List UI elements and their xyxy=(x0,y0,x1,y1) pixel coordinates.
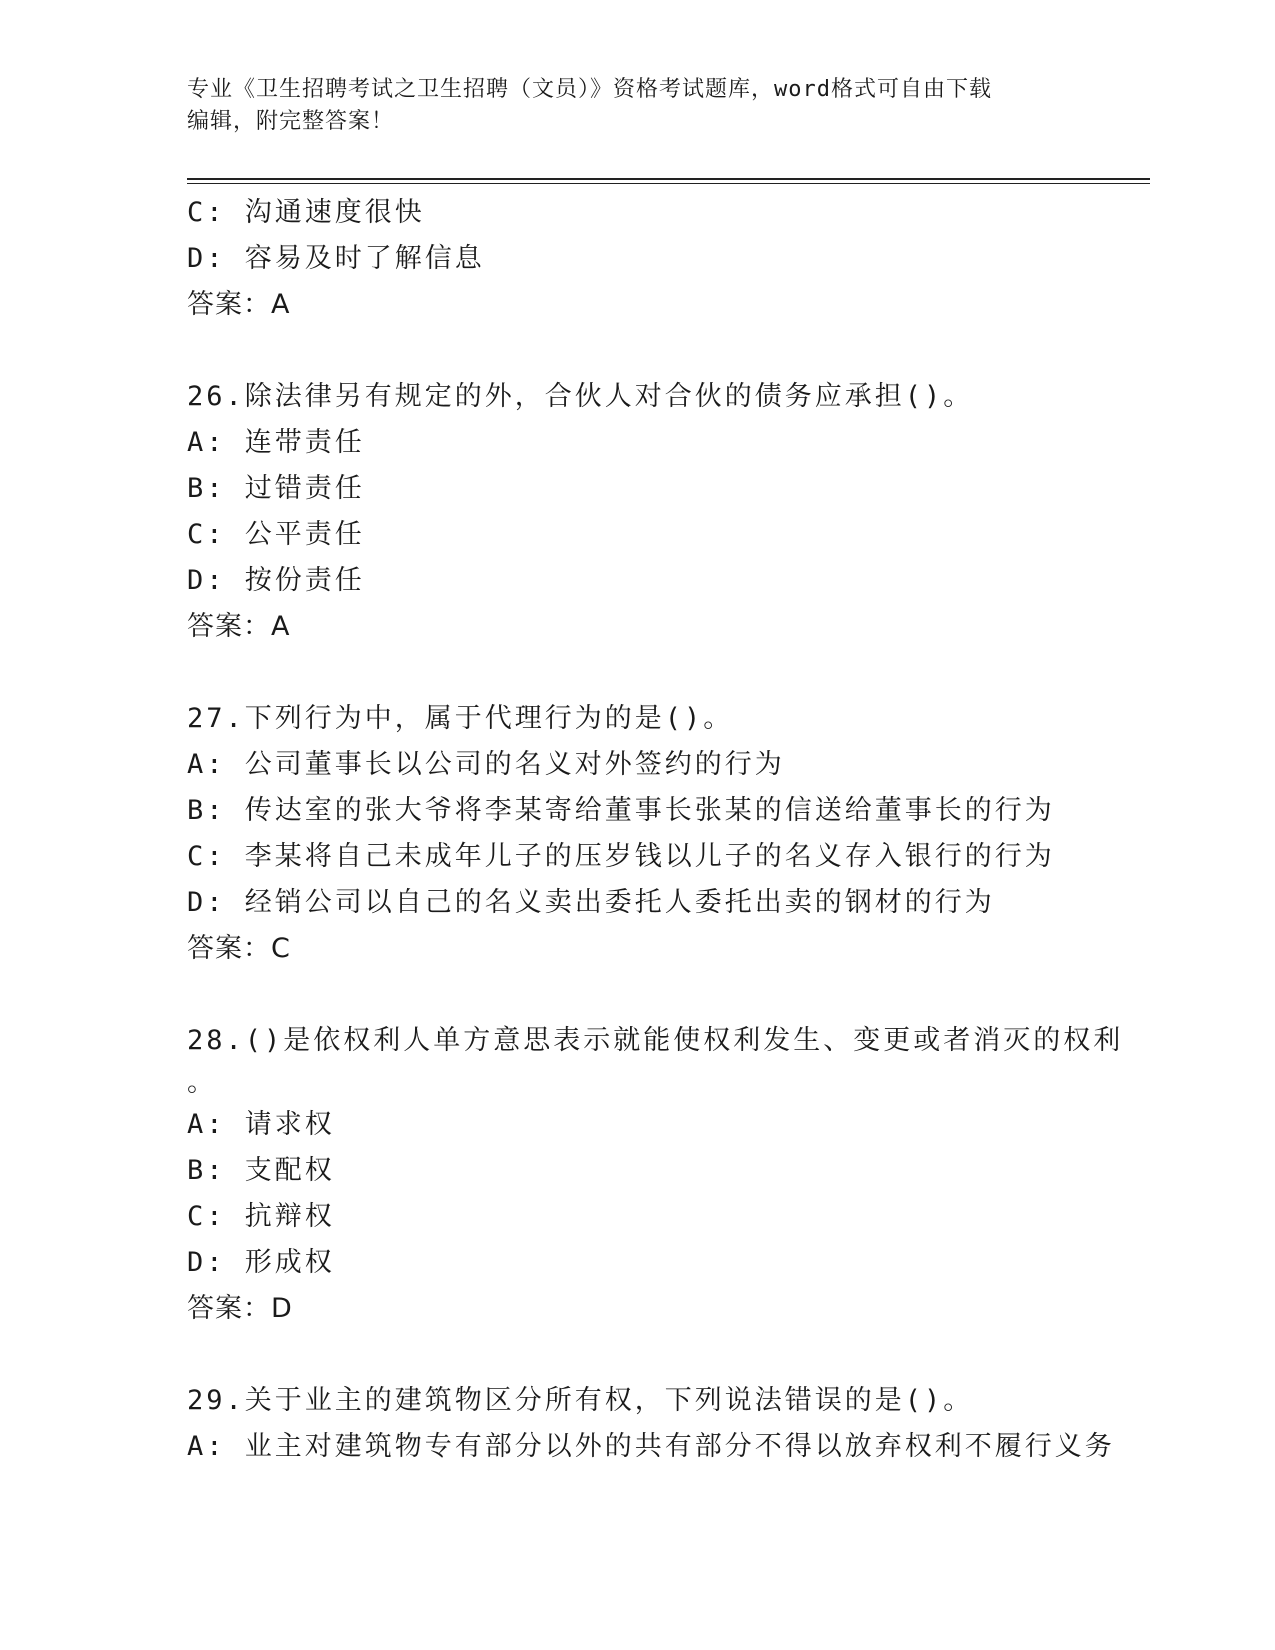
question-text: 27.下列行为中，属于代理行为的是()。 xyxy=(187,703,734,734)
spacer xyxy=(187,650,1147,696)
header-line-1: 专业《卫生招聘考试之卫生招聘（文员）》资格考试题库，word格式可自由下载 xyxy=(187,77,992,102)
answer-line: 答案：A xyxy=(187,611,291,642)
option-b: B: 传达室的张大爷将李某寄给董事长张某的信送给董事长的行为 xyxy=(187,795,1055,826)
question-26 xyxy=(187,374,1147,650)
answer-line: 答案：A xyxy=(187,289,291,320)
option-c: C: 李某将自己未成年儿子的压岁钱以儿子的名义存入银行的行为 xyxy=(187,841,1055,872)
question-text: 26.除法律另有规定的外，合伙人对合伙的债务应承担()。 xyxy=(187,381,974,412)
question-27 xyxy=(187,696,1147,972)
option-c: C: 公平责任 xyxy=(187,519,365,550)
question-25-tail xyxy=(187,190,1147,328)
question-list xyxy=(187,190,1147,1470)
option-d: D: 容易及时了解信息 xyxy=(187,243,485,274)
option-b: B: 支配权 xyxy=(187,1155,335,1186)
question-text: 29.关于业主的建筑物区分所有权，下列说法错误的是()。 xyxy=(187,1385,974,1416)
option-a: A: 业主对建筑物专有部分以外的共有部分不得以放弃权利不履行义务 xyxy=(187,1431,1115,1462)
question-28 xyxy=(187,1018,1147,1332)
header-rule-thin xyxy=(187,183,1150,184)
option-a: A: 连带责任 xyxy=(187,427,365,458)
answer-line: 答案：D xyxy=(187,1293,293,1324)
header-line-2: 编辑，附完整答案！ xyxy=(187,109,395,134)
option-c: C: 抗辩权 xyxy=(187,1201,335,1232)
question-29 xyxy=(187,1378,1147,1470)
spacer xyxy=(187,328,1147,374)
question-text-continuation: 。 xyxy=(187,1067,217,1098)
option-d: D: 形成权 xyxy=(187,1247,335,1278)
spacer xyxy=(187,1332,1147,1378)
option-d: D: 按份责任 xyxy=(187,565,365,596)
document-header xyxy=(187,74,1067,138)
option-a: A: 公司董事长以公司的名义对外签约的行为 xyxy=(187,749,785,780)
option-b: B: 过错责任 xyxy=(187,473,365,504)
option-a: A: 请求权 xyxy=(187,1109,335,1140)
header-rule-thick xyxy=(187,178,1150,180)
option-d: D: 经销公司以自己的名义卖出委托人委托出卖的钢材的行为 xyxy=(187,887,995,918)
answer-line: 答案：C xyxy=(187,933,291,964)
question-text: 28.()是依权利人单方意思表示就能使权利发生、变更或者消灭的权利 xyxy=(187,1025,1124,1056)
spacer xyxy=(187,972,1147,1018)
option-c: C: 沟通速度很快 xyxy=(187,197,425,228)
